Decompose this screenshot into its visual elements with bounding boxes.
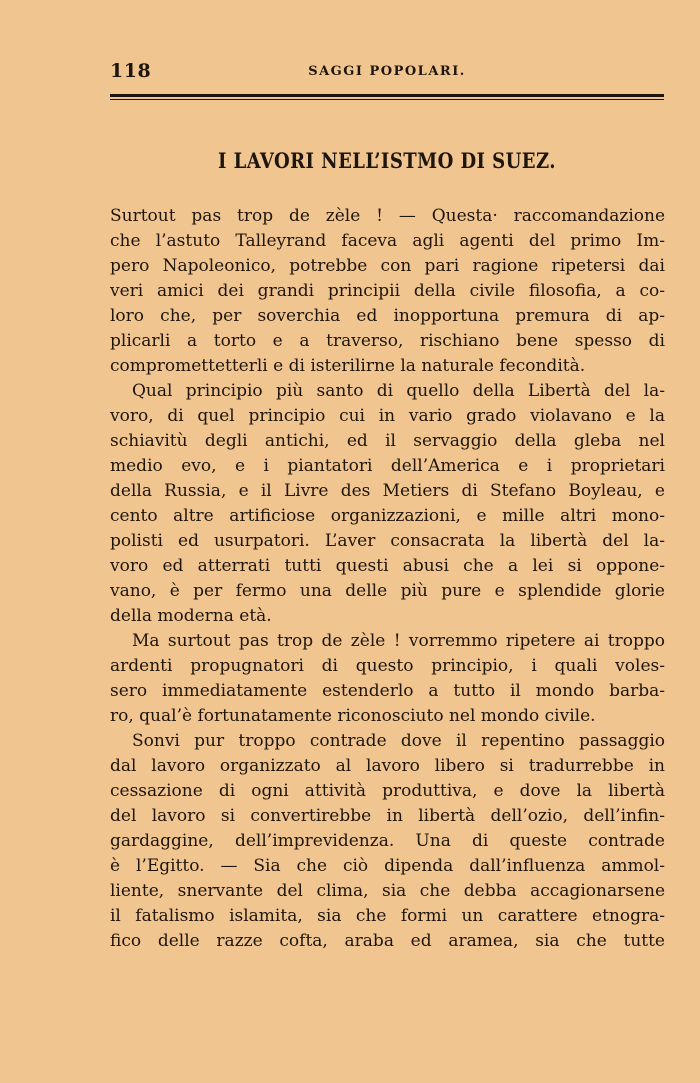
text-line: gardaggine, dell’imprevidenza. Una di queste contrade: [110, 831, 665, 851]
text-line: ardenti propugnatori di questo principio, i quali voles-: [110, 656, 665, 676]
text-line: loro che, per soverchia ed inopportuna premura di ap-: [110, 306, 665, 326]
header-rule-thick: [110, 94, 664, 97]
text-line: Sonvi pur troppo contrade dove il repentino passaggio: [132, 731, 665, 751]
text-line: Surtout pas trop de zèle ! — Questa· raccomandazione: [110, 206, 665, 226]
text-line: voro ed atterrati tutti questi abusi che a lei si oppone-: [110, 556, 665, 576]
text-line: voro, di quel principio cui in vario grado violavano e la: [110, 406, 665, 426]
text-line: fico delle razze cofta, araba ed aramea, sia che tutte: [110, 931, 665, 951]
text-line: della Russia, e il Livre des Metiers di Stefano Boyleau, e: [110, 481, 665, 501]
text-line: vano, è per fermo una delle più pure e splendide glorie: [110, 581, 665, 601]
text-line: ro, qual’è fortunatamente riconosciuto nel mondo civile.: [110, 706, 596, 726]
text-line: liente, snervante del clima, sia che debba accagionarsene: [110, 881, 665, 901]
text-line: della moderna età.: [110, 606, 272, 626]
text-line: polisti ed usurpatori. L’aver consacrata la libertà del la-: [110, 531, 665, 551]
chapter-title: I LAVORI NELL’ISTMO DI SUEZ.: [217, 148, 557, 173]
text-line: è l’Egitto. — Sia che ciò dipenda dall’influenza ammol-: [110, 856, 665, 876]
text-line: Qual principio più santo di quello della Libertà del la-: [132, 381, 665, 401]
text-line: pero Napoleonico, potrebbe con pari ragione ripetersi dai: [110, 256, 665, 276]
text-line: sero immediatamente estenderlo a tutto il mondo barba-: [110, 681, 665, 701]
text-line: dal lavoro organizzato al lavoro libero si tradurrebbe in: [110, 756, 665, 776]
text-line: il fatalismo islamita, sia che formi un carattere etnogra-: [110, 906, 665, 926]
text-line: medio evo, e i piantatori dell’America e i proprietari: [110, 456, 665, 476]
body-text: [110, 204, 665, 954]
text-line: Ma surtout pas trop de zèle ! vorremmo ripetere ai troppo: [132, 631, 665, 651]
text-line: schiavitù degli antichi, ed il servaggio della gleba nel: [110, 431, 665, 451]
text-line: compromettetterli e di isterilirne la naturale fecondità.: [110, 356, 586, 376]
text-line: che l’astuto Talleyrand faceva agli agenti del primo Im-: [110, 231, 665, 251]
running-header: [110, 60, 664, 84]
text-line: cessazione di ogni attività produttiva, e dove la libertà: [110, 781, 665, 801]
header-rule-thin: [110, 99, 664, 100]
text-line: cento altre artificiose organizzazioni, e mille altri mono-: [110, 506, 665, 526]
text-line: del lavoro si convertirebbe in libertà dell’ozio, dell’infin-: [110, 806, 665, 826]
running-title: SAGGI POPOLARI.: [308, 64, 466, 79]
text-line: plicarli a torto e a traverso, rischiano bene spesso di: [110, 331, 665, 351]
text-line: veri amici dei grandi principii della civile filosofia, a co-: [110, 281, 665, 301]
page-number: 118: [110, 60, 152, 82]
